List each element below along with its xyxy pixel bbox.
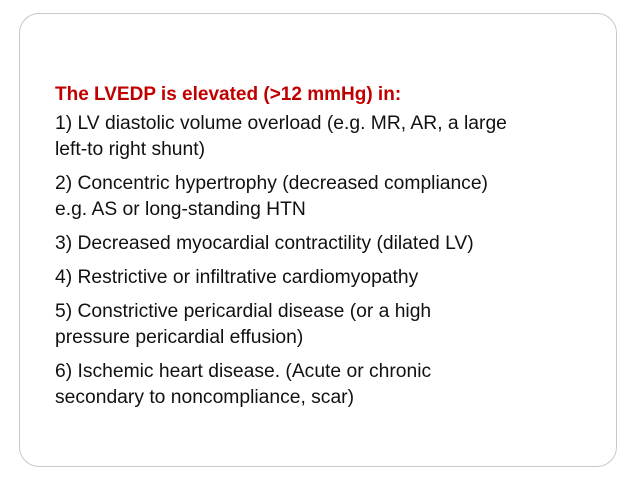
list-item bbox=[55, 299, 610, 351]
list-item bbox=[55, 171, 610, 223]
list-item-line: 1) LV diastolic volume overload (e.g. MR, AR, a large bbox=[55, 113, 507, 134]
list-item-line: 6) Ischemic heart disease. (Acute or chronic bbox=[55, 361, 432, 382]
list-item bbox=[55, 359, 610, 411]
list-item-line: secondary to noncompliance, scar) bbox=[55, 387, 355, 408]
list-item-line: 4) Restrictive or infiltrative cardiomyopathy bbox=[55, 267, 419, 288]
list-item-line: pressure pericardial effusion) bbox=[55, 327, 304, 348]
slide-content bbox=[55, 81, 610, 419]
slide-heading: The LVEDP is elevated (>12 mmHg) in: bbox=[55, 84, 402, 105]
list-item bbox=[55, 231, 610, 257]
list-item-line: 2) Concentric hypertrophy (decreased compliance) bbox=[55, 173, 488, 194]
item-list bbox=[55, 111, 610, 411]
list-item-line: left-to right shunt) bbox=[55, 139, 206, 160]
list-item-line: e.g. AS or long-standing HTN bbox=[55, 199, 306, 220]
list-item bbox=[55, 265, 610, 291]
list-item bbox=[55, 111, 610, 163]
list-item-line: 3) Decreased myocardial contractility (dilated LV) bbox=[55, 233, 474, 254]
list-item-line: 5) Constrictive pericardial disease (or a high bbox=[55, 301, 432, 322]
